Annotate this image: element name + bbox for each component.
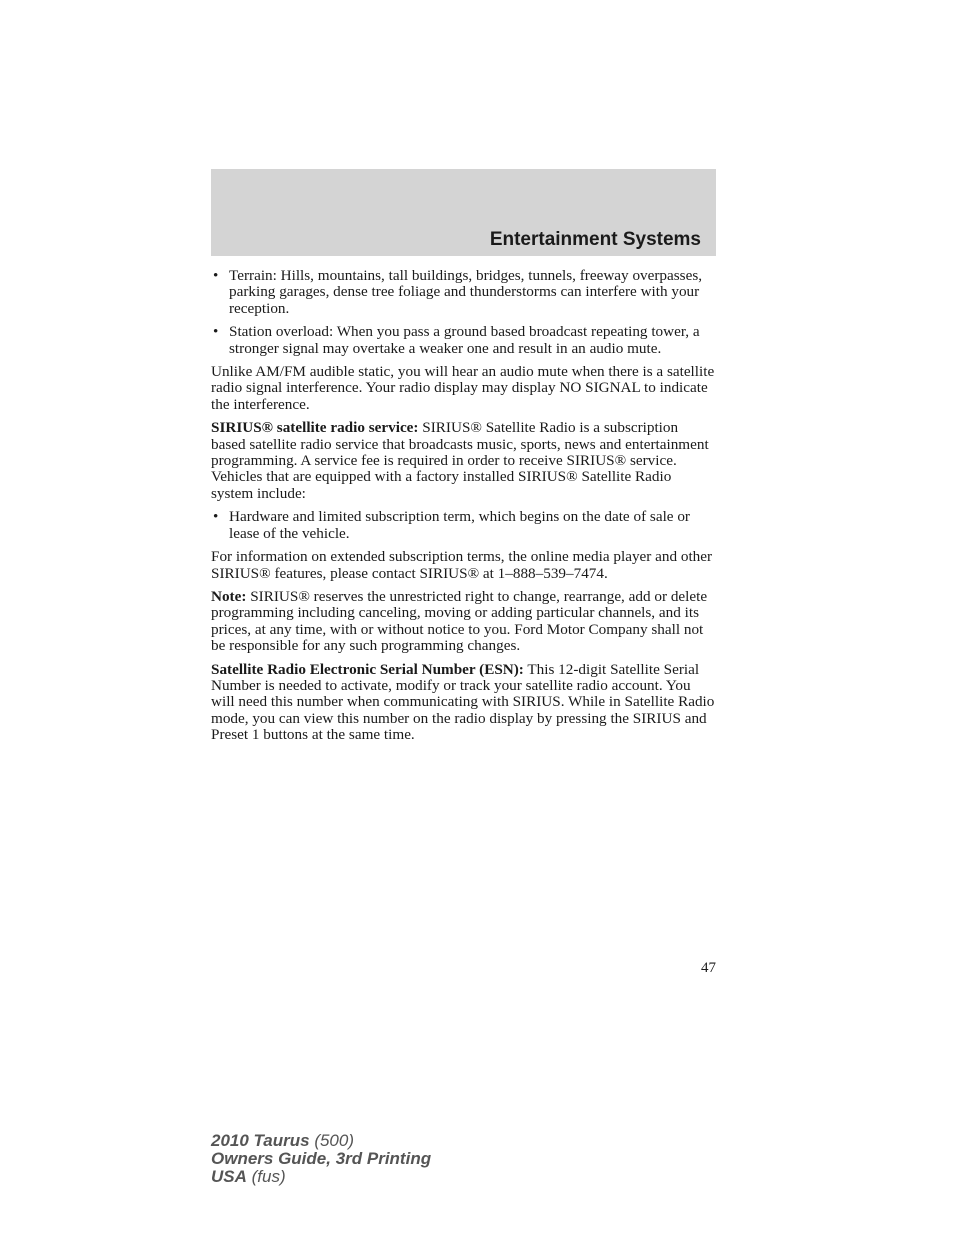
- page-body: [211, 268, 716, 751]
- section-title: Entertainment Systems: [489, 229, 701, 250]
- footer-model-code: (500): [309, 1131, 355, 1150]
- list-item-text: Hardware and limited subscription term, which begins on the date of sale or lease of the vehicle.: [229, 508, 690, 542]
- list-item-text: Station overload: When you pass a ground based broadcast repeating tower, a stronger signal may overtake a weaker one and result in an audio mute.: [229, 323, 700, 357]
- bullet-icon: •: [213, 508, 219, 526]
- bullet-icon: •: [213, 323, 219, 341]
- sirius-service-heading: SIRIUS® satellite radio service:: [211, 419, 419, 437]
- note-heading: Note:: [211, 587, 247, 605]
- list-item: [211, 509, 716, 542]
- sirius-service-text: SIRIUS® Satellite Radio is a subscription based satellite radio service that broadcasts music, sports, news and entertainment programming. A service fee is required in order to receive SIRIUS® service. Vehicles that are equipped with a factory installed SIRIUS® Satellite Radio system include:: [211, 419, 709, 502]
- footer-line-3: [211, 1168, 431, 1186]
- bullet-icon: •: [213, 267, 219, 284]
- list-item: [211, 324, 716, 357]
- footer-guide: Owners Guide, 3rd Printing: [211, 1149, 432, 1168]
- paragraph-static: Unlike AM/FM audible static, you will hear an audio mute when there is a satellite radio signal interference. Your radio display may display NO SIGNAL to indicate the interference.: [211, 363, 715, 413]
- footer-line-1: [211, 1132, 431, 1150]
- list-item: [211, 268, 716, 317]
- footer: [211, 1132, 431, 1186]
- esn-heading: Satellite Radio Electronic Serial Number (ESN):: [211, 660, 524, 678]
- footer-market: USA: [211, 1167, 247, 1186]
- footer-market-code: (fus): [246, 1167, 286, 1186]
- esn-text: This 12-digit Satellite Serial Number is needed to activate, modify or track your satellite radio account. You will need this number when communicating with SIRIUS. While in Satellite Radio mode, you can view this number on the radio display by pressing the SIRIUS and Preset 1 buttons at the same time.: [211, 660, 715, 744]
- note-text: SIRIUS® reserves the unrestricted right to change, rearrange, add or delete programming including canceling, moving or adding particular channels, and its prices, at any time, with or without notice to you. Ford Motor Company shall not be responsible for any such programming changes.: [211, 587, 708, 655]
- paragraph-note: [211, 589, 716, 655]
- paragraph-esn: [211, 662, 716, 744]
- section-header-band: [211, 169, 716, 256]
- paragraph-info: For information on extended subscription terms, the online media player and other SIRIUS® features, please contact SIRIUS® at 1–888–539–7474.: [211, 548, 713, 582]
- footer-line-2: [211, 1150, 431, 1168]
- page-number: 47: [701, 960, 716, 976]
- list-item-text: Terrain: Hills, mountains, tall buildings, bridges, tunnels, freeway overpasses, parking garages, dense tree foliage and thunderstorms can interfere with your reception.: [229, 267, 703, 317]
- paragraph-sirius-service: [211, 420, 716, 502]
- footer-model: 2010 Taurus: [211, 1131, 310, 1150]
